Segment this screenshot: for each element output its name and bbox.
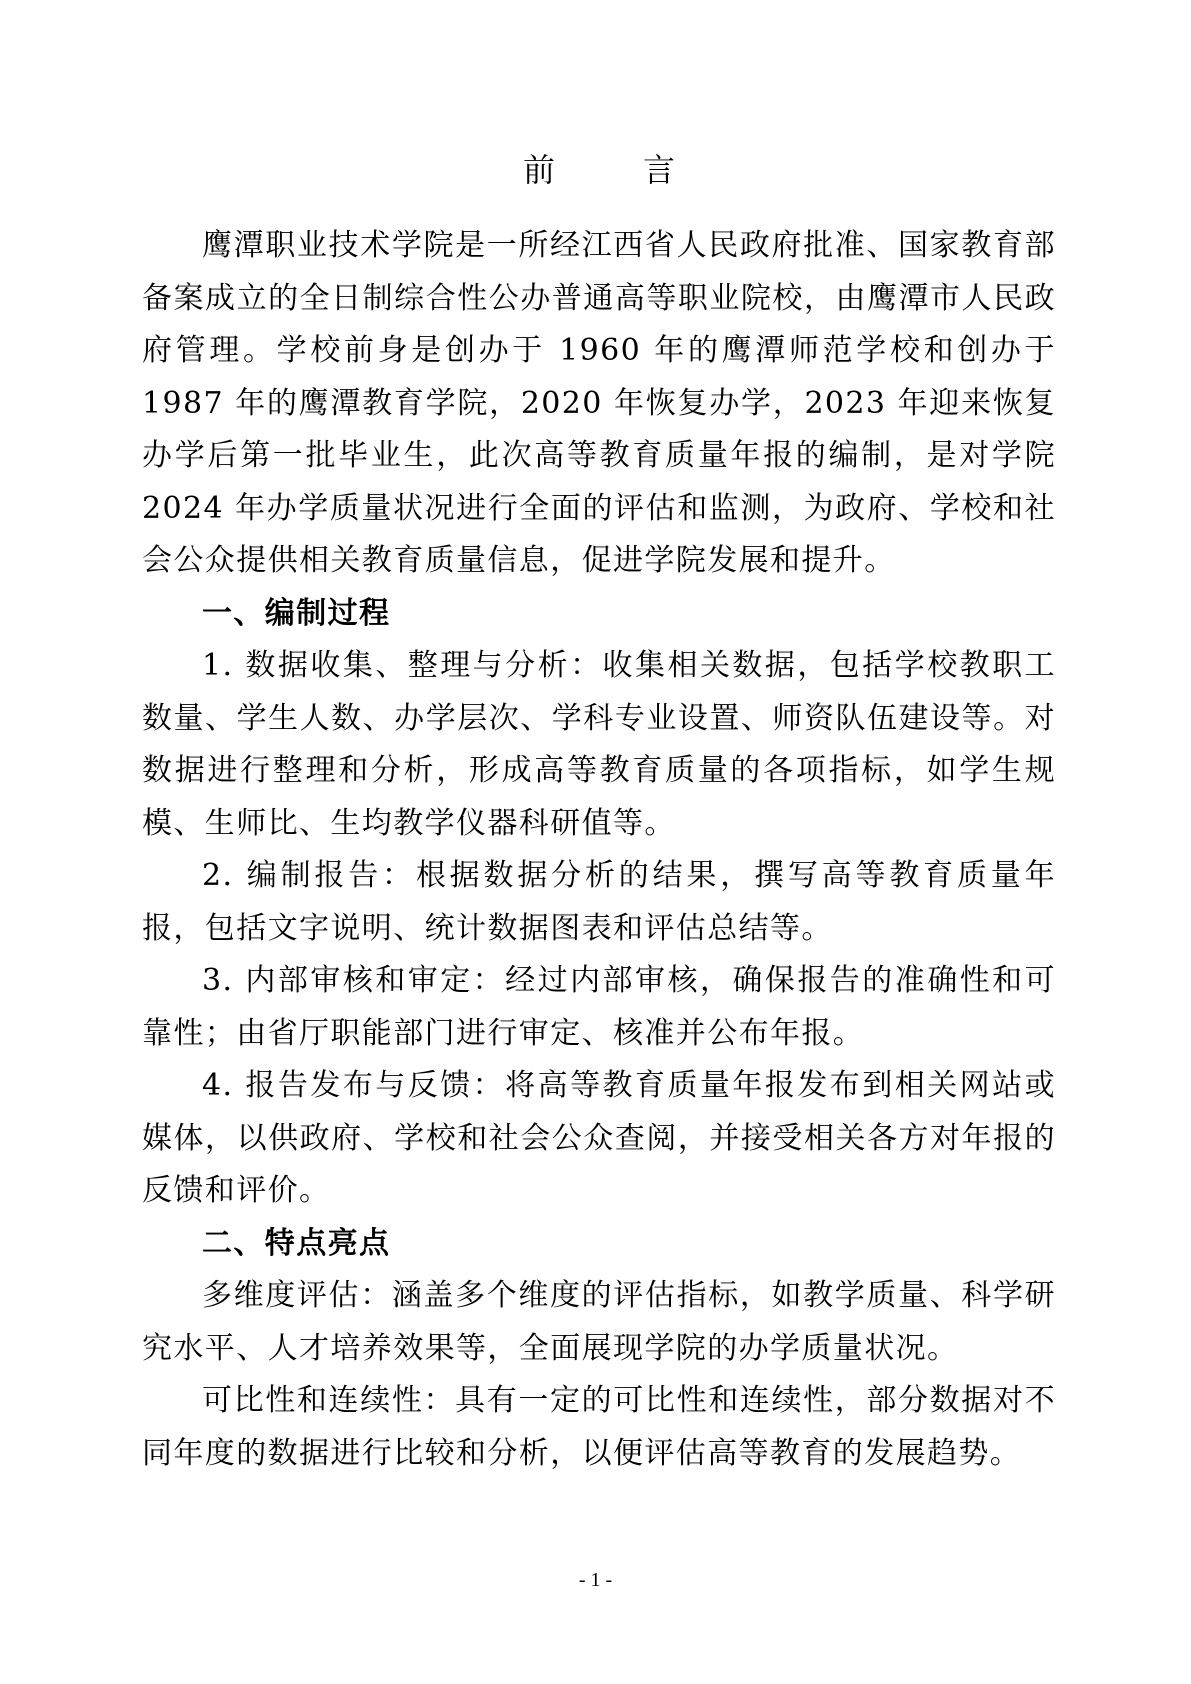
process-item-report-writing: 2. 编制报告：根据数据分析的结果，撰写高等教育质量年报，包括文字说明、统计数据图表和评估总结等。: [142, 858, 1056, 946]
process-item-review: 3. 内部审核和审定：经过内部审核，确保报告的准确性和可靠性；由省厅职能部门进行审定、核准并公布年报。: [142, 963, 1056, 1051]
process-item-publishing: 4. 报告发布与反馈：将高等教育质量年报发布到相关网站或媒体，以供政府、学校和社会公众查阅，并接受相关各方对年报的反馈和评价。: [142, 1068, 1056, 1208]
process-item-data-collection: 1. 数据收集、整理与分析：收集相关数据，包括学校教职工数量、学生人数、办学层次、学科专业设置、师资队伍建设等。对数据进行整理和分析，形成高等教育质量的各项指标，如学生规模、生师比、生均教学仪器科研值等。: [142, 648, 1056, 841]
document-page: [142, 140, 1056, 1480]
page-title: 前 言: [522, 151, 703, 189]
highlight-item-comparability: 可比性和连续性：具有一定的可比性和连续性，部分数据对不同年度的数据进行比较和分析，以便评估高等教育的发展趋势。: [142, 1383, 1056, 1471]
intro-paragraph: 鹰潭职业技术学院是一所经江西省人民政府批准、国家教育部备案成立的全日制综合性公办普通高等职业院校，由鹰潭市人民政府管理。学校前身是创办于 1960 年的鹰潭师范学校和创办于 1987 年的鹰潭教育学院，2020 年恢复办学，2023 年迎来恢复办学后第一批毕业生，此次高等教育质量年报的编制，是对学院 2024 年办学质量状况进行全面的评估和监测，为政府、学校和社会公众提供相关教育质量信息，促进学院发展和提升。: [142, 228, 1056, 578]
section-heading-compilation-process: 一、编制过程: [202, 595, 391, 631]
highlight-item-multidimensional: 多维度评估：涵盖多个维度的评估指标，如教学质量、科学研究水平、人才培养效果等，全面展现学院的办学质量状况。: [142, 1278, 1056, 1366]
section-heading-highlights: 二、特点亮点: [202, 1225, 391, 1261]
page-number: - 1 -: [578, 1569, 613, 1591]
